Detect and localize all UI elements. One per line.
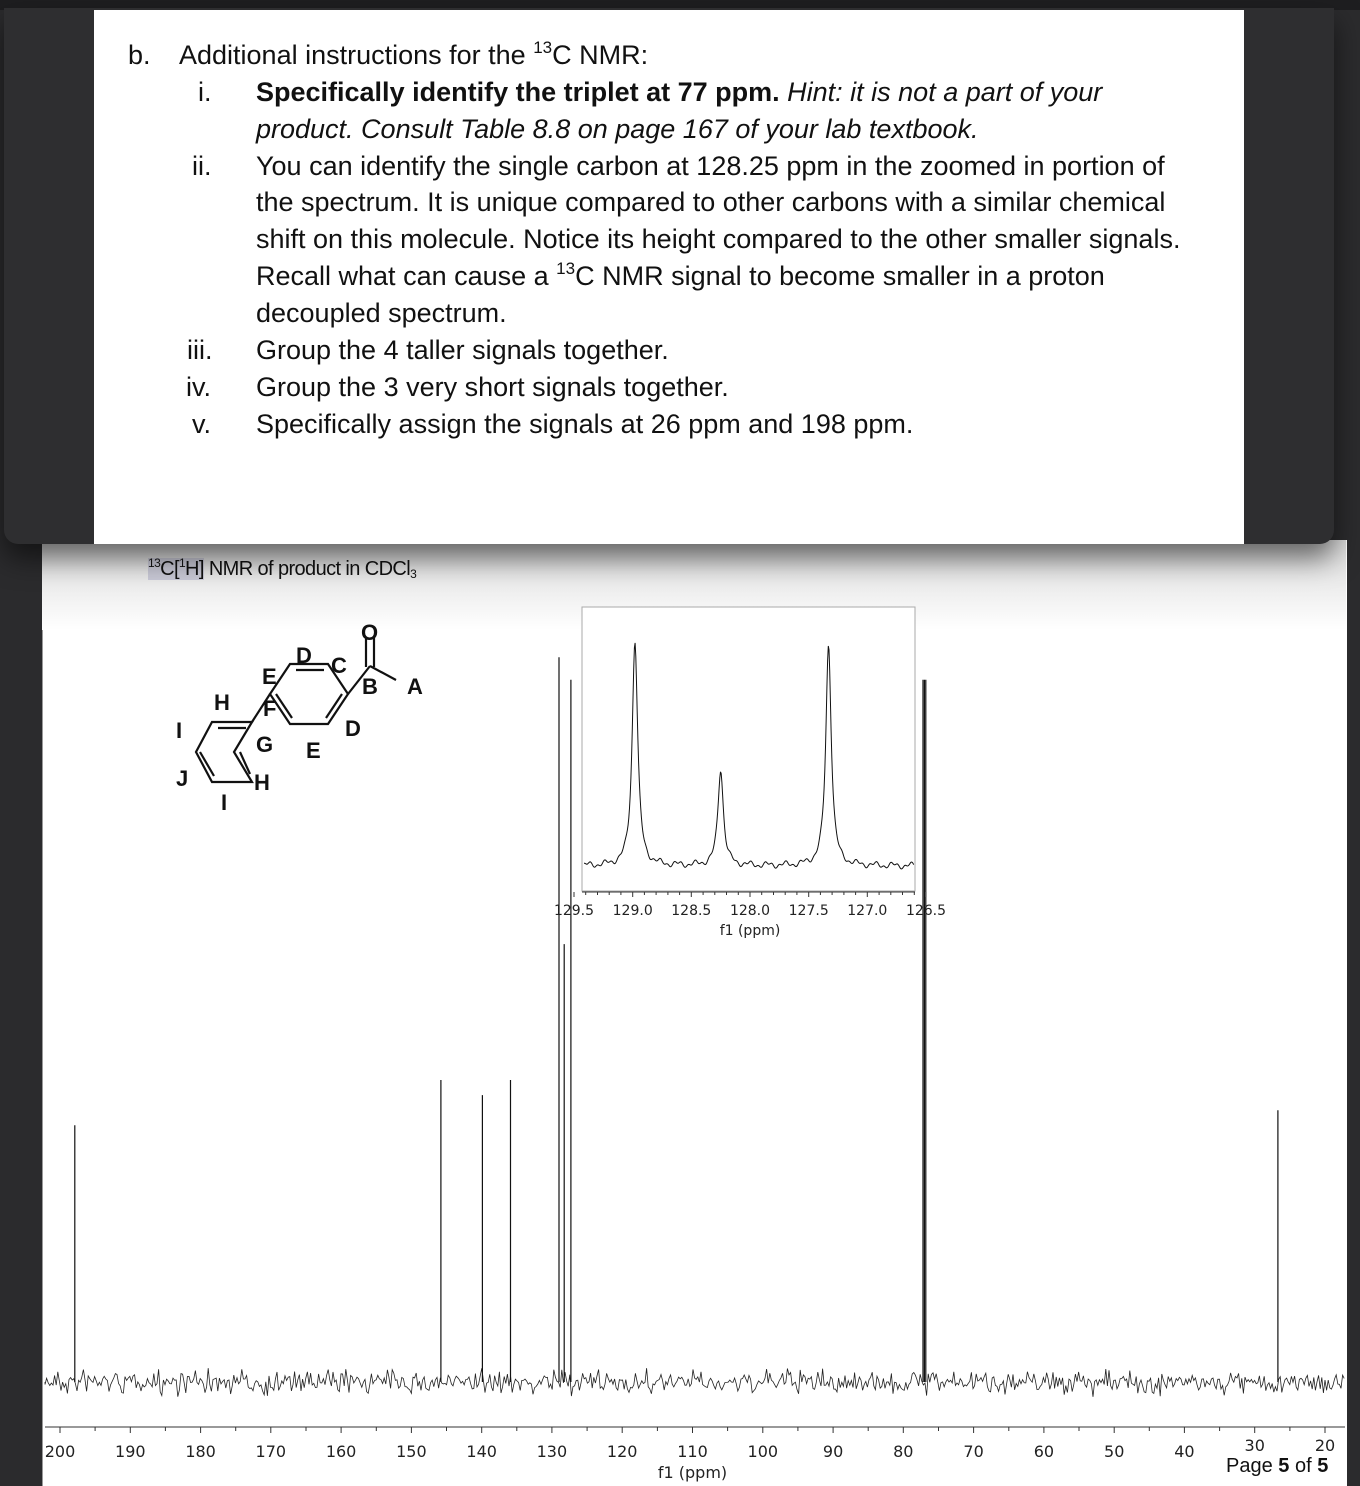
x-tick-label: 170 <box>255 1442 287 1461</box>
atom-label-G: G <box>256 732 274 757</box>
atom-label-J: J <box>176 766 189 791</box>
x-tick-label: 110 <box>677 1442 708 1461</box>
atom-label-H-top: H <box>214 690 230 715</box>
x-tick-label: 100 <box>747 1442 779 1461</box>
inset-x-tick-label: 126.5 <box>905 903 947 919</box>
x-tick-label: 40 <box>1174 1442 1195 1461</box>
inset-x-tick-label: 127.5 <box>788 903 829 919</box>
atom-label-D-bottom: D <box>345 716 361 741</box>
x-axis-title: f1 (ppm) <box>657 1463 728 1482</box>
atom-label-A: A <box>407 674 423 699</box>
x-tick-label: 190 <box>115 1442 146 1461</box>
atom-label-B: B <box>362 674 378 699</box>
x-tick-label: 60 <box>1033 1442 1055 1461</box>
inset-x-axis-title: f1 (ppm) <box>719 923 781 939</box>
atom-label-E-bottom: E <box>306 738 321 763</box>
item-ii-line-5: decoupled spectrum. <box>256 298 507 328</box>
inset-x-tick-label: 129.5 <box>553 903 595 919</box>
item-marker-v: v. <box>192 409 211 439</box>
inset-x-tick-label: 127.0 <box>847 903 888 919</box>
item-i-line-1: Specifically identify the triplet at 77 ppm. Hint: it is not a part of your <box>256 77 1103 107</box>
atom-label-F: F <box>263 696 277 721</box>
section-heading: Additional instructions for the $^{13}$C NMR: <box>179 38 649 70</box>
x-tick-label: 200 <box>44 1442 76 1461</box>
x-tick-label: 20 <box>1314 1436 1336 1455</box>
item-ii-line-3: shift on this molecule. Notice its height compared to the other smaller signals. <box>256 224 1181 254</box>
x-tick-label: 50 <box>1104 1442 1125 1461</box>
main-spectrum-baseline <box>45 1368 1344 1397</box>
x-tick-label: 150 <box>396 1442 427 1461</box>
item-marker-ii: ii. <box>192 151 212 181</box>
inset-x-tick-label: 129.0 <box>612 903 653 919</box>
item-marker-iv: iv. <box>186 372 211 402</box>
atom-label-D-top: D <box>296 643 312 668</box>
x-tick-label: 130 <box>536 1442 568 1461</box>
item-ii-line-1: You can identify the single carbon at 128.25 ppm in the zoomed in portion of <box>256 151 1165 181</box>
item-marker-iii: iii. <box>187 335 213 365</box>
x-tick-label: 70 <box>963 1442 984 1461</box>
inset-x-tick-label: 128.5 <box>671 903 712 919</box>
item-i-line-2: product. Consult Table 8.8 on page 167 of your lab textbook. <box>256 114 979 144</box>
item-ii-line-2: the spectrum. It is unique compared to other carbons with a similar chemical <box>256 187 1166 217</box>
x-tick-label: 90 <box>822 1442 844 1461</box>
section-marker: b. <box>128 40 151 70</box>
atom-label-H-bottom: H <box>254 770 270 795</box>
x-tick-label: 180 <box>185 1442 216 1461</box>
x-tick-label: 30 <box>1244 1436 1265 1455</box>
atom-label-I-bottom: I <box>221 790 228 815</box>
atom-label-C: C <box>331 653 347 678</box>
item-ii-line-4: Recall what can cause a $^{13}$C NMR signal to become smaller in a proton <box>256 259 1105 291</box>
x-tick-label: 80 <box>893 1442 914 1461</box>
atom-label-O: O <box>361 620 379 645</box>
item-iv-text: Group the 3 very short signals together. <box>256 372 729 402</box>
atom-label-I-left: I <box>176 718 183 743</box>
inset-x-tick-label: 128.0 <box>729 903 771 919</box>
item-iii-text: Group the 4 taller signals together. <box>256 335 669 365</box>
x-tick-label: 120 <box>606 1442 638 1461</box>
x-tick-label: 140 <box>466 1442 497 1461</box>
x-tick-label: 160 <box>325 1442 357 1461</box>
spectrum-title: $^{13}$C[$^1$H] NMR of product in CDCl$_3$ <box>148 556 417 581</box>
item-marker-i: i. <box>198 77 212 107</box>
atom-label-E-top: E <box>262 664 277 689</box>
page-indicator: Page 5 of 5 <box>1226 1455 1329 1477</box>
item-v-text: Specifically assign the signals at 26 ppm and 198 ppm. <box>256 409 914 439</box>
